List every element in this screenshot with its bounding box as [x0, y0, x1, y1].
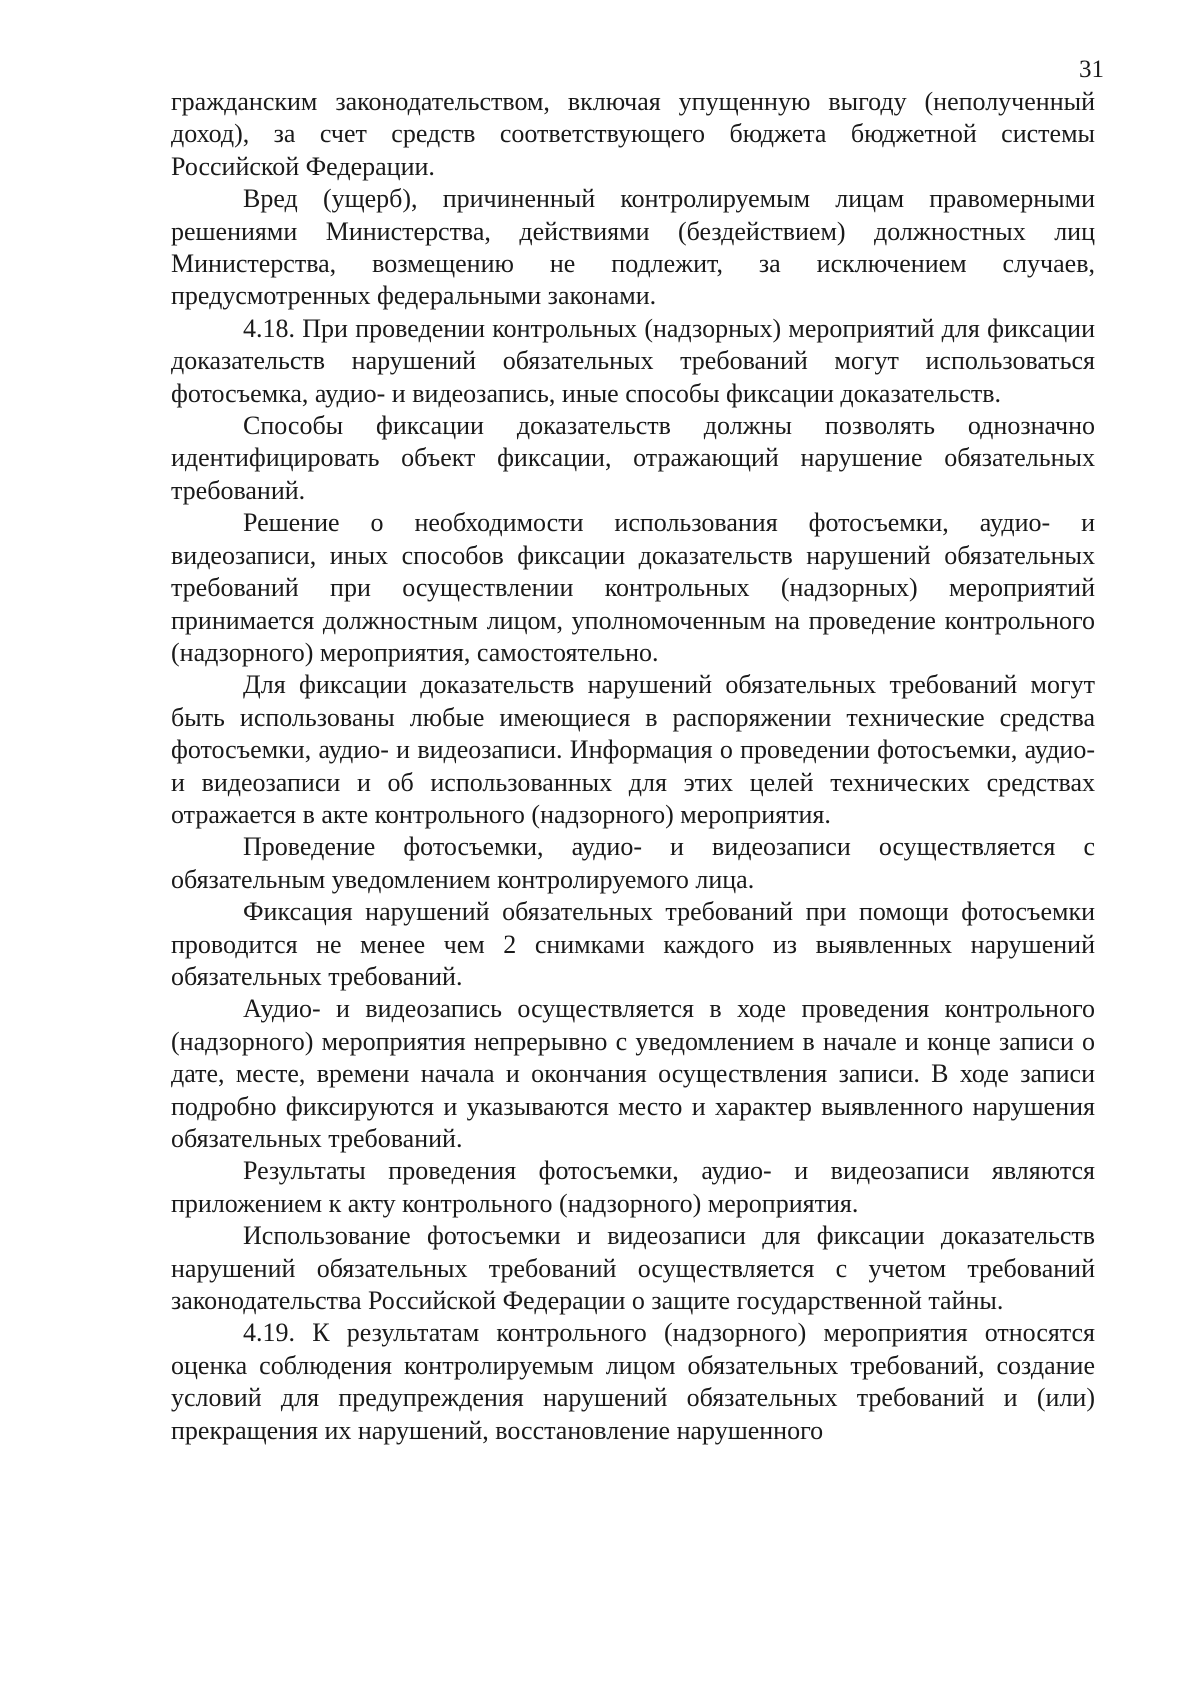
page-number: 31 — [1079, 56, 1104, 83]
paragraph-4-18: 4.18. При проведении контрольных (надзорных) мероприятий для фиксации доказательств нарушений обязательных требований могут использоваться фотосъемка, аудио- и видеозапись, иные способы фиксации доказательств. — [171, 313, 1095, 408]
paragraph-decision: Решение о необходимости использования фотосъемки, аудио- и видеозаписи, иных способов фиксации доказательств нарушений обязательных требований при осуществлении контрольных (надзорных) мероприятий принимается должностным лицом, уполномоченным на проведение контрольного (надзорного) мероприятия, самостоятельно. — [171, 508, 1095, 667]
paragraph-fixation-methods: Способы фиксации доказательств должны позволять однозначно идентифицировать объект фиксации, отражающий нарушение обязательных требований. — [171, 411, 1095, 505]
paragraph-results-annex: Результаты проведения фотосъемки, аудио- и видеозаписи являются приложением к акту контрольного (надзорного) мероприятия. — [171, 1156, 1095, 1218]
paragraph-4-19: 4.19. К результатам контрольного (надзорного) мероприятия относятся оценка соблюдения контролируемым лицом обязательных требований, создание условий для предупреждения нарушений обязательных требований и (или) прекращения их нарушений, восстановление нарушенного — [171, 1318, 1095, 1445]
document-body — [171, 86, 1095, 1447]
paragraph-recording: Аудио- и видеозапись осуществляется в ходе проведения контрольного (надзорного) мероприятия непрерывно с уведомлением в начале и конце записи о дате, месте, времени начала и окончания осуществления записи. В ходе записи подробно фиксируются и указываются место и характер выявленного нарушения обязательных требований. — [171, 994, 1095, 1153]
paragraph-continuation: гражданским законодательством, включая упущенную выгоду (неполученный доход), за счет средств соответствующего бюджета бюджетной системы Российской Федерации. — [171, 87, 1095, 181]
paragraph-harm-compensation: Вред (ущерб), причиненный контролируемым лицам правомерными решениями Министерства, действиями (бездействием) должностных лиц Министерства, возмещению не подлежит, за исключением случаев, предусмотренных федеральными законами. — [171, 184, 1095, 311]
paragraph-notification: Проведение фотосъемки, аудио- и видеозаписи осуществляется с обязательным уведомлением контролируемого лица. — [171, 832, 1095, 894]
paragraph-photo-count: Фиксация нарушений обязательных требований при помощи фотосъемки проводится не менее чем 2 снимками каждого из выявленных нарушений обязательных требований. — [171, 897, 1095, 991]
paragraph-state-secrecy: Использование фотосъемки и видеозаписи для фиксации доказательств нарушений обязательных требований осуществляется с учетом требований законодательства Российской Федерации о защите государственной тайны. — [171, 1221, 1095, 1316]
paragraph-technical-means: Для фиксации доказательств нарушений обязательных требований могут быть использованы любые имеющиеся в распоряжении технические средства фотосъемки, аудио- и видеозаписи. Информация о проведении фотосъемки, аудио- и видеозаписи и об использованных для этих целей технических средствах отражается в акте контрольного (надзорного) мероприятия. — [171, 670, 1095, 829]
